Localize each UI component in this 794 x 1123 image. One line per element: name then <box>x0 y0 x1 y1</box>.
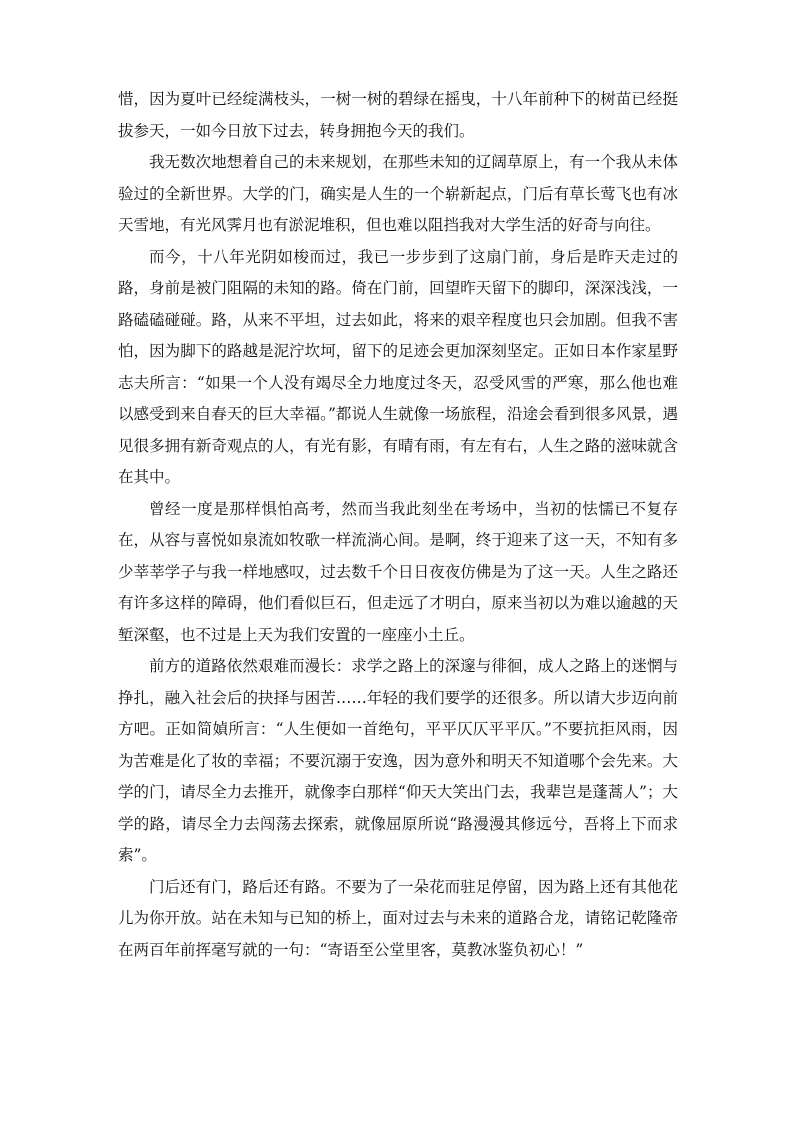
paragraph-exam: 曾经一度是那样惧怕高考，然而当我此刻坐在考场中，当初的怯懦已不复存在，从容与喜悦如泉流如牧歌一样流淌心间。是啊，终于迎来了这一天，不知有多少莘莘学子与我一样地感叹，过去数千个日日夜夜仿佛是为了这一天。人生之路还有许多这样的障碍，他们看似巨石，但走远了才明白，原来当初以为难以逾越的天堑深壑，也不过是上天为我们安置的一座座小土丘。 <box>118 499 678 644</box>
paragraph-conclusion: 门后还有门，路后还有路。不要为了一朵花而驻足停留，因为路上还有其他花儿为你开放。站在未知与已知的桥上，面对过去与未来的道路合龙，请铭记乾隆帝在两百年前挥毫写就的一句：“寄语至公堂里客，莫教冰鉴负初心！” <box>118 877 678 959</box>
document-body <box>118 84 678 966</box>
paragraph-forward: 前方的道路依然艰难而漫长：求学之路上的深邃与徘徊，成人之路上的迷惘与挣扎，融入社会后的抉择与困苦……年轻的我们要学的还很多。所以请大步迈向前方吧。正如简媜所言：“人生便如一首绝句，平平仄仄平平仄。”不要抗拒风雨，因为苦难是化了妆的幸福；不要沉溺于安逸，因为意外和明天不知道哪个会先来。大学的门，请尽全力去推开，就像李白那样“仰天大笑出门去，我辈岂是蓬蒿人”；大学的路，请尽全力去闯荡去探索，就像屈原所说“路漫漫其修远兮，吾将上下而求索”。 <box>118 657 678 864</box>
paragraph-continuation: 惜，因为夏叶已经绽满枝头，一树一树的碧绿在摇曳，十八年前种下的树苗已经挺拔参天，一如今日放下过去，转身拥抱今天的我们。 <box>118 90 678 140</box>
paragraph-road-ahead: 而今，十八年光阴如梭而过，我已一步步到了这扇门前，身后是昨天走过的路，身前是被门阻隔的未知的路。倚在门前，回望昨天留下的脚印，深深浅浅，一路磕磕碰碰。路，从来不平坦，过去如此，将来的艰辛程度也只会加剧。但我不害怕，因为脚下的路越是泥泞坎坷，留下的足迹会更加深刻坚定。正如日本作家星野志夫所言：“如果一个人没有竭尽全力地度过冬天，忍受风雪的严寒，那么他也难以感受到来自春天的巨大幸福。”都说人生就像一场旅程，沿途会看到很多风景，遇见很多拥有新奇观点的人，有光有影，有晴有雨，有左有右，人生之路的滋味就含在其中。 <box>118 247 678 486</box>
paragraph-future-plan: 我无数次地想着自己的未来规划，在那些未知的辽阔草原上，有一个我从未体验过的全新世界。大学的门，确实是人生的一个崭新起点，门后有草长莺飞也有冰天雪地，有光风霁月也有淤泥堆积，但也难以阻挡我对大学生活的好奇与向往。 <box>118 153 678 234</box>
